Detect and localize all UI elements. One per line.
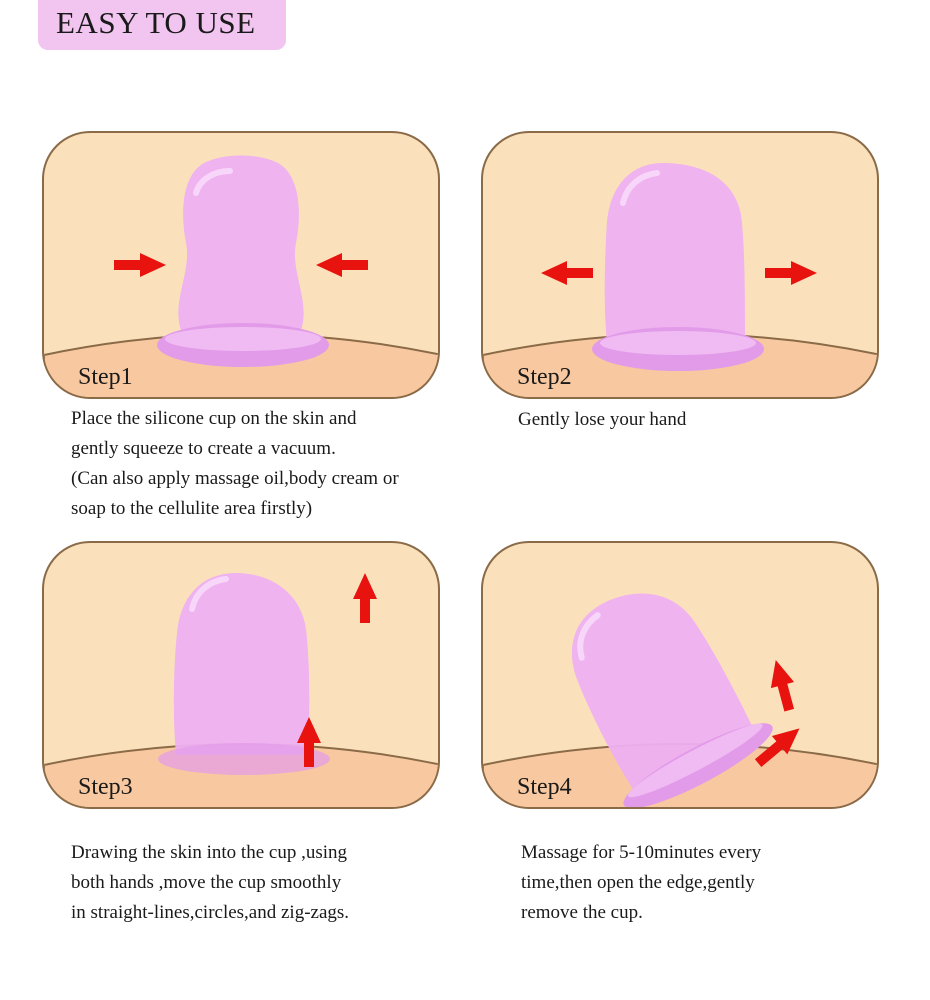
step1-panel bbox=[42, 131, 440, 399]
page-title: EASY TO USE bbox=[56, 5, 256, 40]
step4-illustration bbox=[483, 543, 879, 809]
step1-line: Place the silicone cup on the skin and bbox=[71, 408, 357, 429]
step3-line: Drawing the skin into the cup ,using bbox=[71, 842, 347, 863]
step3-label: Step3 bbox=[78, 774, 133, 800]
step3-line: both hands ,move the cup smoothly bbox=[71, 872, 342, 893]
step2-line: Gently lose your hand bbox=[518, 409, 687, 430]
step4-panel bbox=[481, 541, 879, 809]
arrow-up-icon bbox=[353, 573, 377, 623]
step3-panel bbox=[42, 541, 440, 809]
step3-line: in straight-lines,circles,and zig-zags. bbox=[71, 902, 350, 923]
arrow-right-icon bbox=[114, 253, 166, 277]
header-badge bbox=[38, 0, 286, 50]
step4-description bbox=[521, 838, 761, 928]
step4-label: Step4 bbox=[517, 774, 572, 800]
step3-illustration bbox=[44, 543, 440, 809]
step2-panel bbox=[481, 131, 879, 399]
step2-label: Step2 bbox=[517, 364, 572, 390]
step2-description bbox=[518, 405, 686, 435]
step4-line: Massage for 5-10minutes every bbox=[521, 842, 762, 863]
arrow-up-icon bbox=[764, 657, 801, 713]
step1-description bbox=[71, 404, 399, 524]
step1-label: Step1 bbox=[78, 364, 133, 390]
silicone-cup-icon bbox=[157, 156, 329, 368]
step3-description bbox=[71, 838, 349, 928]
step1-line: (Can also apply massage oil,body cream or bbox=[71, 468, 399, 489]
arrow-right-icon bbox=[765, 261, 817, 285]
step4-line: remove the cup. bbox=[521, 902, 643, 923]
step1-line: soap to the cellulite area firstly) bbox=[71, 498, 313, 519]
step1-line: gently squeeze to create a vacuum. bbox=[71, 438, 336, 459]
arrow-left-icon bbox=[541, 261, 593, 285]
silicone-cup-icon bbox=[592, 163, 764, 371]
step2-illustration bbox=[483, 133, 879, 399]
step1-illustration bbox=[44, 133, 440, 399]
arrow-left-icon bbox=[316, 253, 368, 277]
step4-line: time,then open the edge,gently bbox=[521, 872, 755, 893]
